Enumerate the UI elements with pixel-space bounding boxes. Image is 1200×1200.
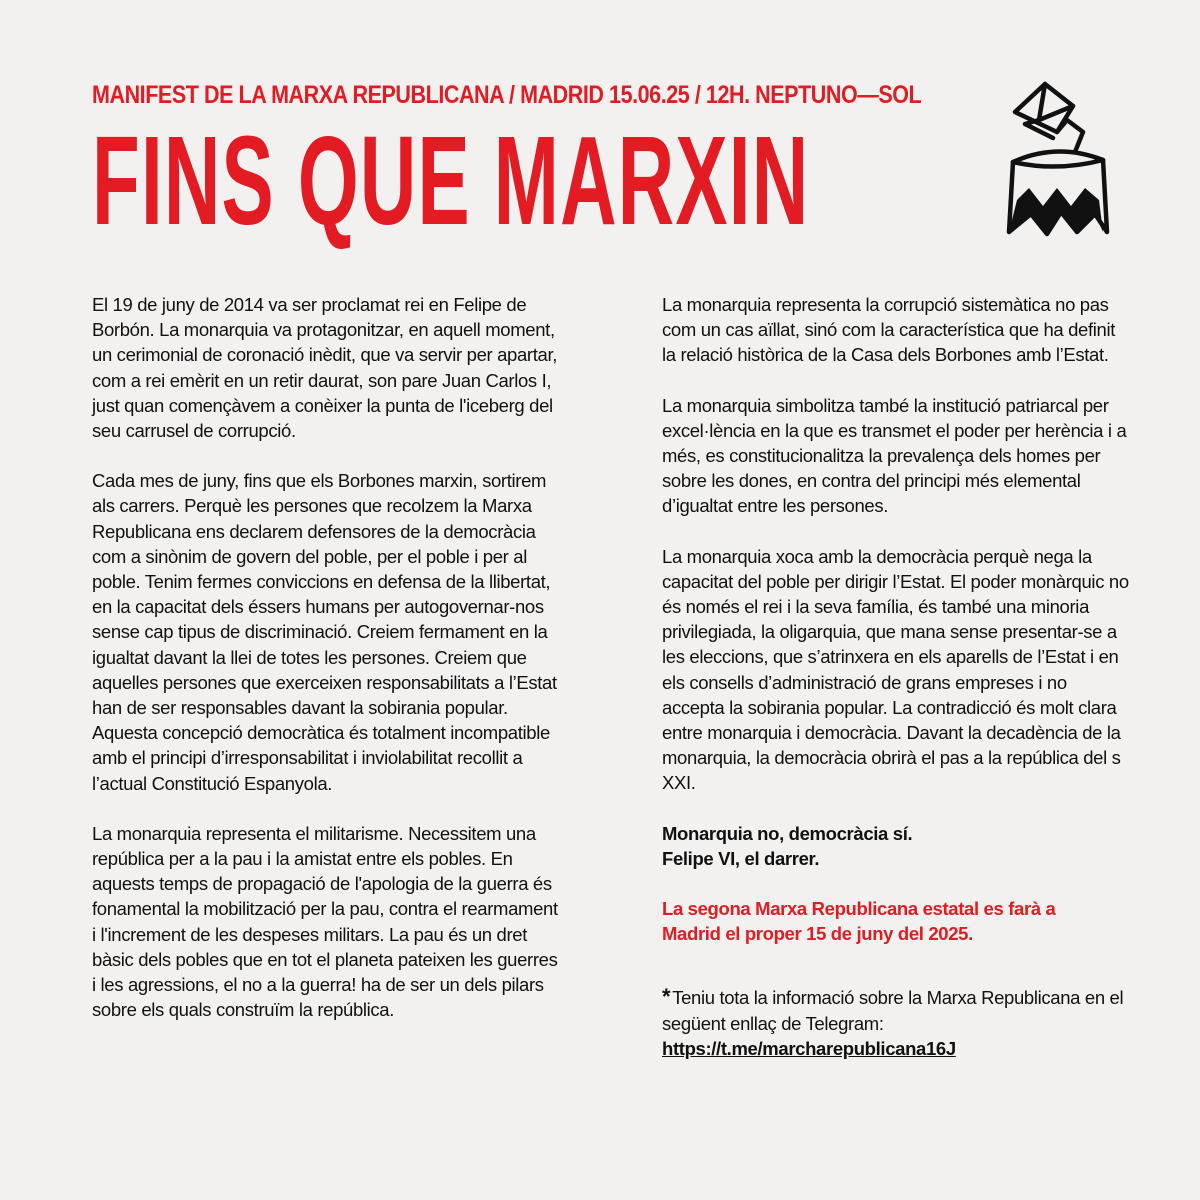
announcement-line: Madrid el proper 15 de juny del 2025.: [662, 923, 973, 945]
slogan-line: Monarquia no, democràcia sí.: [662, 822, 913, 844]
asterisk-icon: *: [662, 984, 671, 1010]
page-title: FINS QUE MARXIN: [92, 110, 810, 251]
paragraph: La monarquia representa el militarisme. Necessitem una república per a la pau i la amistat entre els pobles. En aquests temps de propagació de l'apologia de la guerra és fonamental la mobilització per la pau, contra el rearmament i l'increment de les despeses militars. La pau és un dret bàsic dels pobles que en tot el planeta pateixen les guerres i les agressions, el no a la guerra! ha de ser un dels pilars sobre els quals construïm la república.: [92, 822, 558, 1021]
slogan-line: Felipe VI, el darrer.: [662, 847, 820, 869]
header-kicker: MANIFEST DE LA MARXA REPUBLICANA / MADRID 15.06.25 / 12H. NEPTUNO—SOL: [92, 81, 922, 109]
announcement-line: La segona Marxa Republicana estatal es farà a: [662, 898, 1056, 920]
right-column: [662, 292, 1132, 1086]
telegram-link[interactable]: https://t.me/marcharepublicana16J: [662, 1037, 956, 1059]
paragraph: La monarquia xoca amb la democràcia perquè nega la capacitat del poble per dirigir l’Estat. El poder monàrquic no és només el rei i la seva família, és també una minoria privilegiada, la oligarquia, que mana sense presentar-se a les eleccions, que s’atrinxera en els aparells de l’Estat i en els consells d’administració de grans empreses i no accepta la sobirania popular. La contradicció és molt clara entre monarquia i democràcia. Davant la decadència de la monarquia, la democràcia obrirà el pas a la república del s XXI.: [662, 545, 1129, 794]
announcement: [662, 896, 1132, 946]
paragraph: El 19 de juny de 2014 va ser proclamat rei en Felipe de Borbón. La monarquia va protagonitzar, en aquell moment, un cerimonial de coronació inèdit, que va servir per apartar, com a rei emèrit en un retir daurat, son pare Juan Carlos I, just quan començàvem a conèixer la punta de l'iceberg del seu carrusel de corrupció.: [92, 294, 558, 442]
left-column: [92, 292, 562, 1047]
note-text: Teniu tota la informació sobre la Marxa Republicana en el següent enllaç de Telegram:: [662, 987, 1124, 1034]
telegram-note: [662, 984, 1132, 1061]
paragraph: Cada mes de juny, fins que els Borbones marxin, sortirem als carrers. Perquè les persones que recolzem la Marxa Republicana ens declarem defensores de la democràcia com a sinònim de govern del poble, per el poble i per al poble. Tenim fermes conviccions en defensa de la llibertat, en la capacitat dels éssers humans per autogovernar-nos sense cap tipus de discriminació. Creiem fermament en la igualtat davant la llei de totes les persones. Creiem que aquelles persones que exerceixen responsabilitats a l’Estat han de ser responsables davant la sobirania popular. Aquesta concepció democràtica és totalment incompatible amb el principi d’irresponsabilitat i inviolabilitat recollit a l’actual Constitució Espanyola.: [92, 470, 557, 794]
paragraph: La monarquia simbolitza també la institució patriarcal per excel·lència en la que es transmet el poder per herència i a més, es constitucionalitza la prevalença dels homes per sobre les dones, en contra del principi més elemental d’igualtat entre les persones.: [662, 394, 1127, 517]
paragraph: La monarquia representa la corrupció sistemàtica no pas com un cas aïllat, sinó com la característica que ha definit la relació històrica de la Casa dels Borbones amb l’Estat.: [662, 294, 1116, 366]
slogans: [662, 821, 1132, 871]
ballot-box-crown-icon: [995, 72, 1120, 242]
